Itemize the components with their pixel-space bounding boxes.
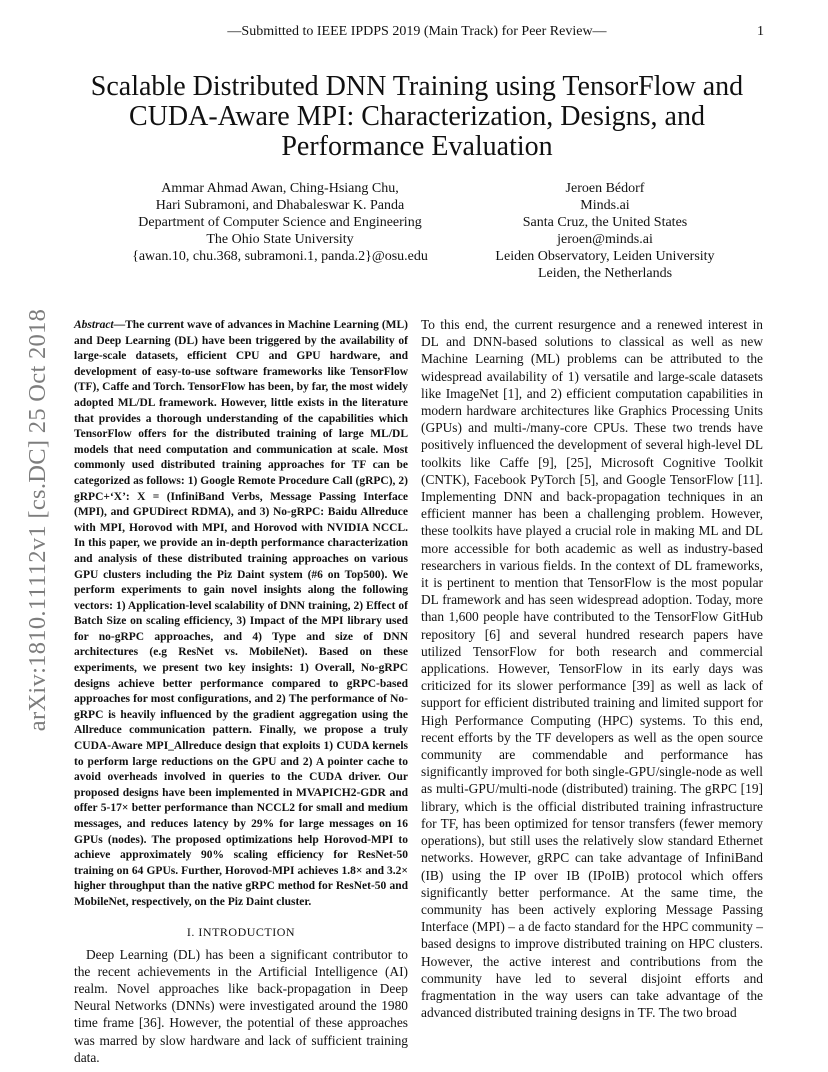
author-location: Santa Cruz, the United States [522,215,688,230]
author-email: jeroen@minds.ai [557,232,653,247]
author-location-2: Leiden, the Netherlands [537,266,673,281]
introduction-paragraph: Deep Learning (DL) has been a significant contributor to the recent achievements in the Artificial Intelligence (AI) realm. Novel approaches like back-propagation in Deep Neural Networks (DNNs) were investigated around the 1980 time frame [36]. However, the potential of these approaches was marred by slow hardware and lack of sufficient training data. [74,946,408,1065]
author-affiliation-2: Leiden Observatory, Leiden University [495,249,715,264]
arxiv-stamp [18,286,58,754]
author-names-1: Ammar Ahmad Awan, Ching-Hsiang Chu, [161,181,399,196]
running-head-text: —Submitted to IEEE IPDPS 2019 (Main Track) for Peer Review— [227,24,607,39]
author-emails: {awan.10, chu.368, subramoni.1, panda.2}@osu.edu [132,249,428,264]
author-block-left [120,180,440,265]
author-affiliation: Minds.ai [580,198,630,213]
section-heading-introduction: I. INTRODUCTION [186,924,296,939]
author-institution: The Ohio State University [206,232,354,247]
introduction-continuation: To this end, the current resurgence and a renewed interest in DL and DNN-based solutions to classical as well as new Machine Learning (ML) problems can be attributed to the widespread availability of 1) versatile and large-scale datasets like ImageNet [1], and 2) efficient computation capabilities in modern hardware architectures like Graphics Processing Units (GPUs) and multi-/many-core CPUs. These two trends have positively influenced the development of several high-level DL toolkits like Caffe [9], [25], Microsoft Cognitive Toolkit (CNTK), Facebook PyTorch [5], and Google TensorFlow [11]. Implementing DNN and back-propagation techniques in an efficient manner has been a challenging problem. However, these toolkits have played a crucial role in making ML and DL more accessible for both academic as well as industry-based researchers in various fields. In the context of DL frameworks, it is pertinent to mention that TensorFlow is the most popular DL framework and has seen widespread adoption. Today, more than 1,600 people have contributed to the TensorFlow GitHub repository [6] and several hundred research papers have utilized TensorFlow for both research and commercial applications. However, TensorFlow in its early days was criticized for its slower performance [39] as well as lack of support for efficient distributed training and limited support for High Performance Computing (HPC) systems. To this end, recent efforts by the TF developers as well as the open source community are commendable and performance has significantly improved for both single-GPU/single-node as well as multi-GPU/multi-node (distributed) training. The gRPC [19] library, which is the official distributed training infrastructure for TF, has been optimized for tensor transfers (fewer memory operations), but still uses the relatively slow standard Ethernet networks. However, gRPC can take advantage of InfiniBand (IB) using the IP over IB (IPoIB) protocol which offers significantly better performance. At the same time, the community has been actively exploring Message Passing Interface (MPI) – a de facto standard for the HPC community – based designs to improve distributed training on HPC clusters. However, the active interest and contributions from the community have led to several disjoint efforts and fragmentation in the way users can take advantage of the advanced distributed training designs in TF. The two broad [421,317,763,1021]
running-header [70,24,764,44]
right-column [421,316,763,1021]
paper-title: Scalable Distributed DNN Training using TensorFlow and CUDA-Aware MPI: Characterization, Designs, and Performance Evaluation [90,71,744,162]
author-name: Jeroen Bédorf [565,181,645,196]
abstract-label: Abstract [74,319,114,331]
page-number: 1 [757,24,764,39]
author-names-2: Hari Subramoni, and Dhabaleswar K. Panda [155,198,405,213]
author-department: Department of Computer Science and Engineering [138,215,422,230]
arxiv-identifier: arXiv:1810.11112v1 [cs.DC] 25 Oct 2018 [24,308,51,732]
abstract [74,318,408,911]
author-block-right [460,180,750,282]
abstract-text: —The current wave of advances in Machine Learning (ML) and Deep Learning (DL) have been triggered by the availability of large-scale datasets, efficient CPU and GPU hardware, and development of easy-to-use software frameworks like TensorFlow (TF), Caffe and Torch. TensorFlow has been, by far, the most widely adopted ML/DL framework. However, little exists in the literature that provides a thorough understanding of the capabilities which TensorFlow offers for the distributed training of large ML/DL models that need computation and communication at scale. Most commonly used distributed training approaches for TF can be categorized as follows: 1) Google Remote Procedure Call (gRPC), 2) gRPC+‘X’: X = (InfiniBand Verbs, Message Passing Interface (MPI), and GPUDirect RDMA), and 3) No-gRPC: Baidu Allreduce with MPI, Horovod with MPI, and Horovod with NVIDIA NCCL. In this paper, we provide an in-depth performance characterization and analysis of these distributed training approaches on various GPU clusters including the Piz Daint system (#6 on Top500). We perform experiments to gain novel insights along the following vectors: 1) Application-level scalability of DNN training, 2) Effect of Batch Size on scaling efficiency, 3) Impact of the MPI library used for no-gRPC approaches, and 4) Type and size of DNN architectures (e.g ResNet vs. MobileNet). Based on these experiments, we present two key insights: 1) Overall, No-gRPC designs achieve better performance compared to gRPC-based approaches for most configurations, and 2) The performance of No-gRPC is heavily influenced by the gradient aggregation using the Allreduce communication pattern. Finally, we propose a truly CUDA-Aware MPI_Allreduce design that exploits 1) CUDA kernels to perform large reductions on the GPU and 2) A pointer cache to avoid overheads involved in queries to the CUDA driver. Our proposed designs have been implemented in MVAPICH2-GDR and offer 5-17× better performance than NCCL2 for small and medium messages, and reduces latency by 29% for large messages on 16 GPUs (nodes). The proposed optimizations help Horovod-MPI to achieve approximately 90% scaling efficiency for ResNet-50 training on 64 GPUs. Further, Horovod-MPI achieves 1.8× and 3.2× higher throughput than the native gRPC method for ResNet-50 and MobileNet, respectively, on the Piz Daint cluster. [74,319,408,908]
left-column [74,318,408,1066]
